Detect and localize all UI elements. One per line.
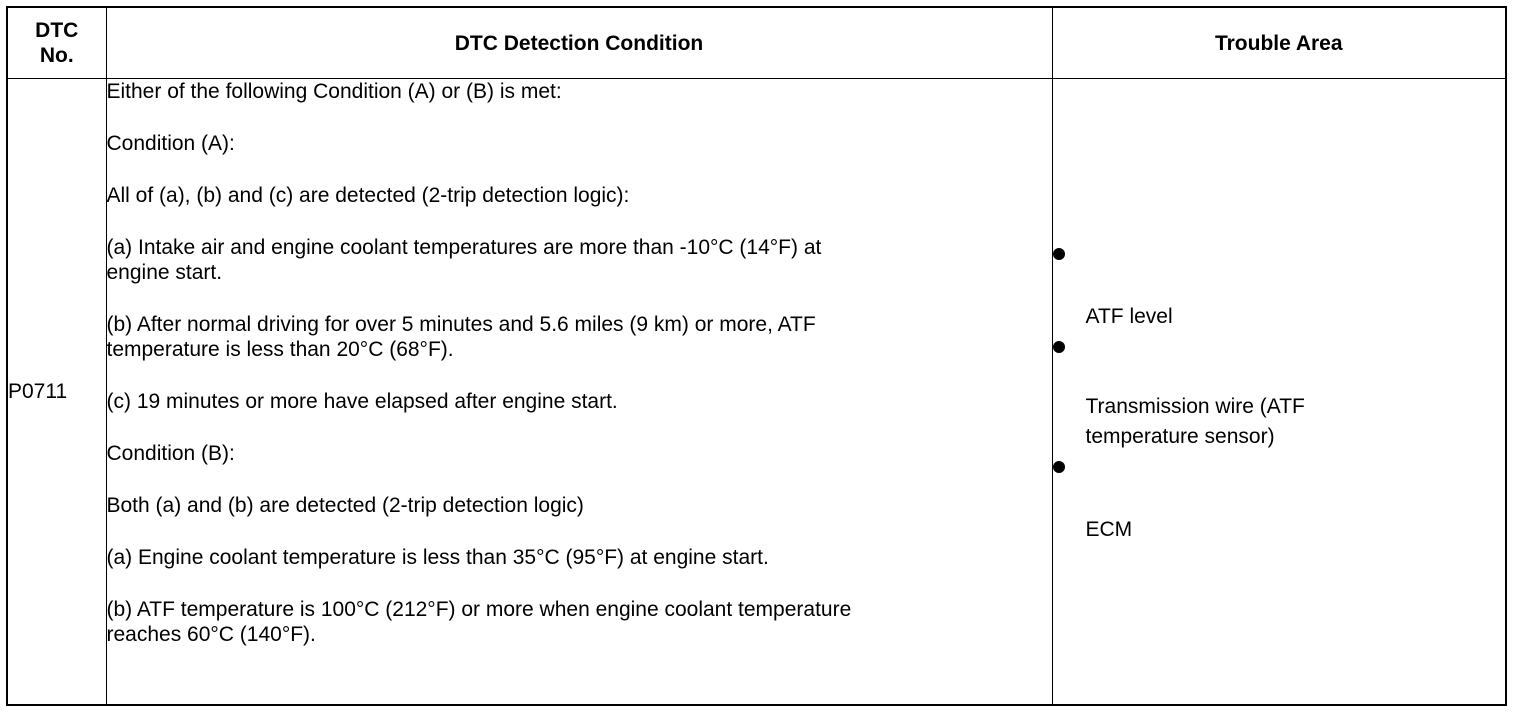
condition-line: Condition (B): [106, 442, 235, 465]
bullet-icon [1053, 461, 1065, 473]
header-row [7, 7, 1506, 79]
list-item [1053, 452, 1506, 545]
condition-line: (c) 19 minutes or more have elapsed after engine start. [106, 390, 618, 413]
bullet-icon [1053, 341, 1065, 353]
trouble-area-label: ECM [1085, 517, 1133, 541]
header-trouble-area: Trouble Area [1052, 7, 1506, 79]
condition-line: (a) Engine coolant temperature is less than 35°C (95°F) at engine start. [106, 546, 769, 569]
condition-line: Either of the following Condition (A) or (B) is met: [106, 80, 562, 103]
condition-line: Condition (A): [106, 132, 235, 155]
dtc-code: P0711 [7, 79, 106, 706]
condition-line: All of (a), (b) and (c) are detected (2-trip detection logic): [106, 184, 630, 207]
list-item [1053, 239, 1506, 332]
trouble-area-label: ATF level [1085, 304, 1173, 328]
header-detection-condition: DTC Detection Condition [106, 7, 1052, 79]
condition-line: Both (a) and (b) are detected (2-trip detection logic) [106, 494, 584, 517]
trouble-area-label: Transmission wire (ATF temperature sensor) [1085, 394, 1305, 448]
condition-line: (a) Intake air and engine coolant temperatures are more than -10°C (14°F) at engine start. [106, 236, 822, 284]
condition-line: (b) After normal driving for over 5 minutes and 5.6 miles (9 km) or more, ATF temperature is less than 20°C (68°F). [106, 313, 816, 361]
bullet-icon [1053, 248, 1065, 260]
header-dtc-no: DTC No. [7, 7, 106, 79]
detection-condition-cell [106, 79, 1052, 706]
condition-list [107, 79, 1052, 647]
trouble-area-cell [1052, 79, 1506, 706]
dtc-table [6, 6, 1507, 706]
table-row [7, 79, 1506, 706]
condition-line: (b) ATF temperature is 100°C (212°F) or more when engine coolant temperature reaches 60°C (140°F). [106, 598, 852, 646]
trouble-area-list [1053, 239, 1506, 545]
list-item [1053, 332, 1506, 452]
